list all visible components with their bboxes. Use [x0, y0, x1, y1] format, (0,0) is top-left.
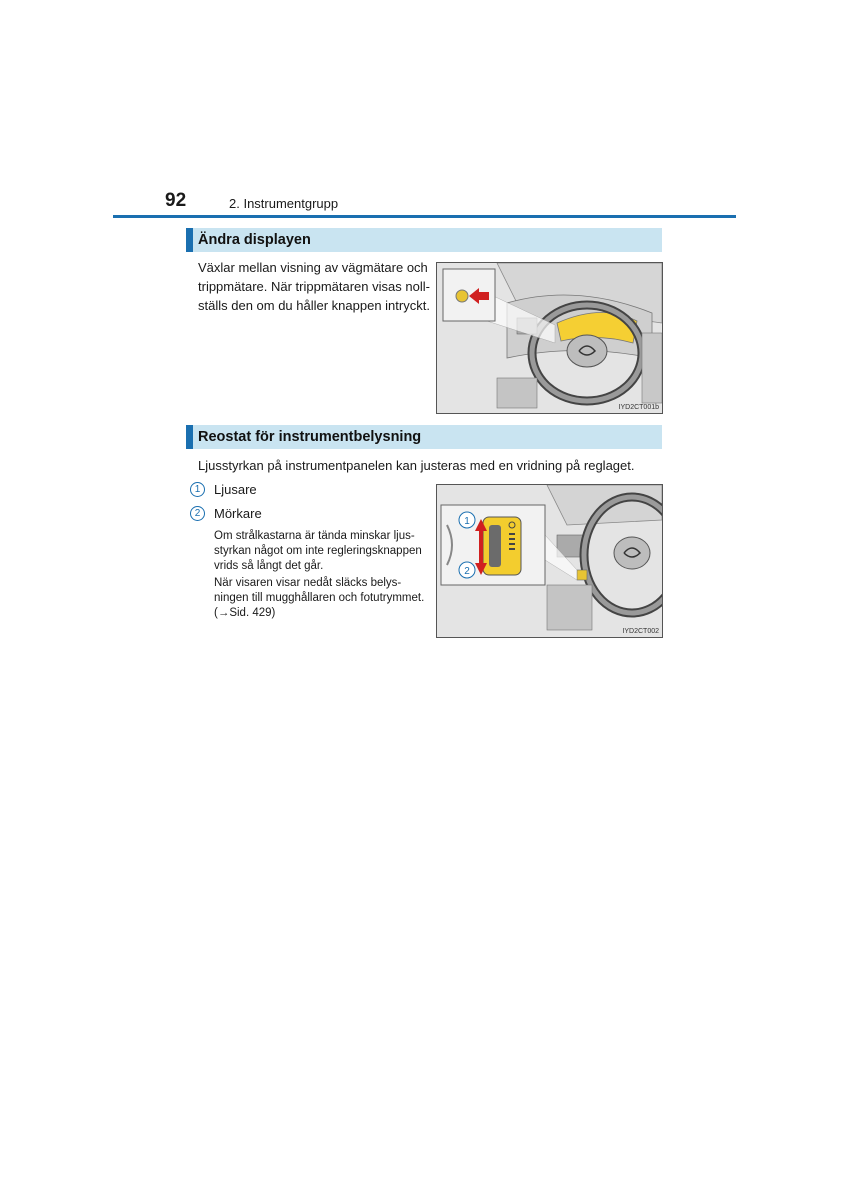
- note-line: (→Sid. 429): [214, 607, 276, 619]
- callout-number: 2: [190, 506, 205, 521]
- figure-dashboard-odometer: [436, 262, 663, 414]
- section1-description: [198, 258, 430, 315]
- callout-number: 1: [190, 482, 205, 497]
- rheostat-illustration: [437, 485, 662, 637]
- item-label-darker: Mörkare: [214, 506, 262, 521]
- text-line: trippmätare. När trippmätaren visas noll-: [198, 279, 430, 294]
- section2-intro: Ljusstyrkan på instrumentpanelen kan justeras med en vridning på reglaget.: [198, 458, 635, 473]
- figure-callout-1: 1: [464, 516, 470, 527]
- note-line: När visaren visar nedåt släcks belys-: [214, 577, 402, 589]
- note-line: styrkan något om inte regleringsknappen: [214, 545, 422, 557]
- note-line: ningen till mugghållaren och fotutrymmet.: [214, 592, 425, 604]
- section-title: Ändra displayen: [198, 232, 311, 248]
- figure-code: IYD2CT002: [622, 628, 659, 635]
- chapter-title: 2. Instrumentgrupp: [229, 196, 339, 211]
- item-label-brighter: Ljusare: [214, 482, 257, 497]
- note-line: Om strålkastarna är tända minskar ljus-: [214, 530, 415, 542]
- text-line: ställs den om du håller knappen intryckt.: [198, 298, 430, 313]
- figure-callout-2: 2: [464, 566, 470, 577]
- section-heading-rheostat: [186, 425, 662, 449]
- header-rule: [113, 215, 736, 218]
- section-heading-change-display: [186, 228, 662, 252]
- section-title: Reostat för instrumentbelysning: [198, 429, 422, 445]
- note-headlights: [214, 529, 422, 574]
- figure-rheostat-dial: [436, 484, 663, 638]
- dashboard-illustration: [437, 263, 662, 413]
- note-line: vrids så långt det går.: [214, 560, 324, 572]
- note-lighting-off: [214, 576, 424, 621]
- figure-code: IYD2CT001b: [618, 404, 659, 411]
- page-number: 92: [165, 190, 187, 211]
- text-line: Växlar mellan visning av vägmätare och: [198, 260, 428, 275]
